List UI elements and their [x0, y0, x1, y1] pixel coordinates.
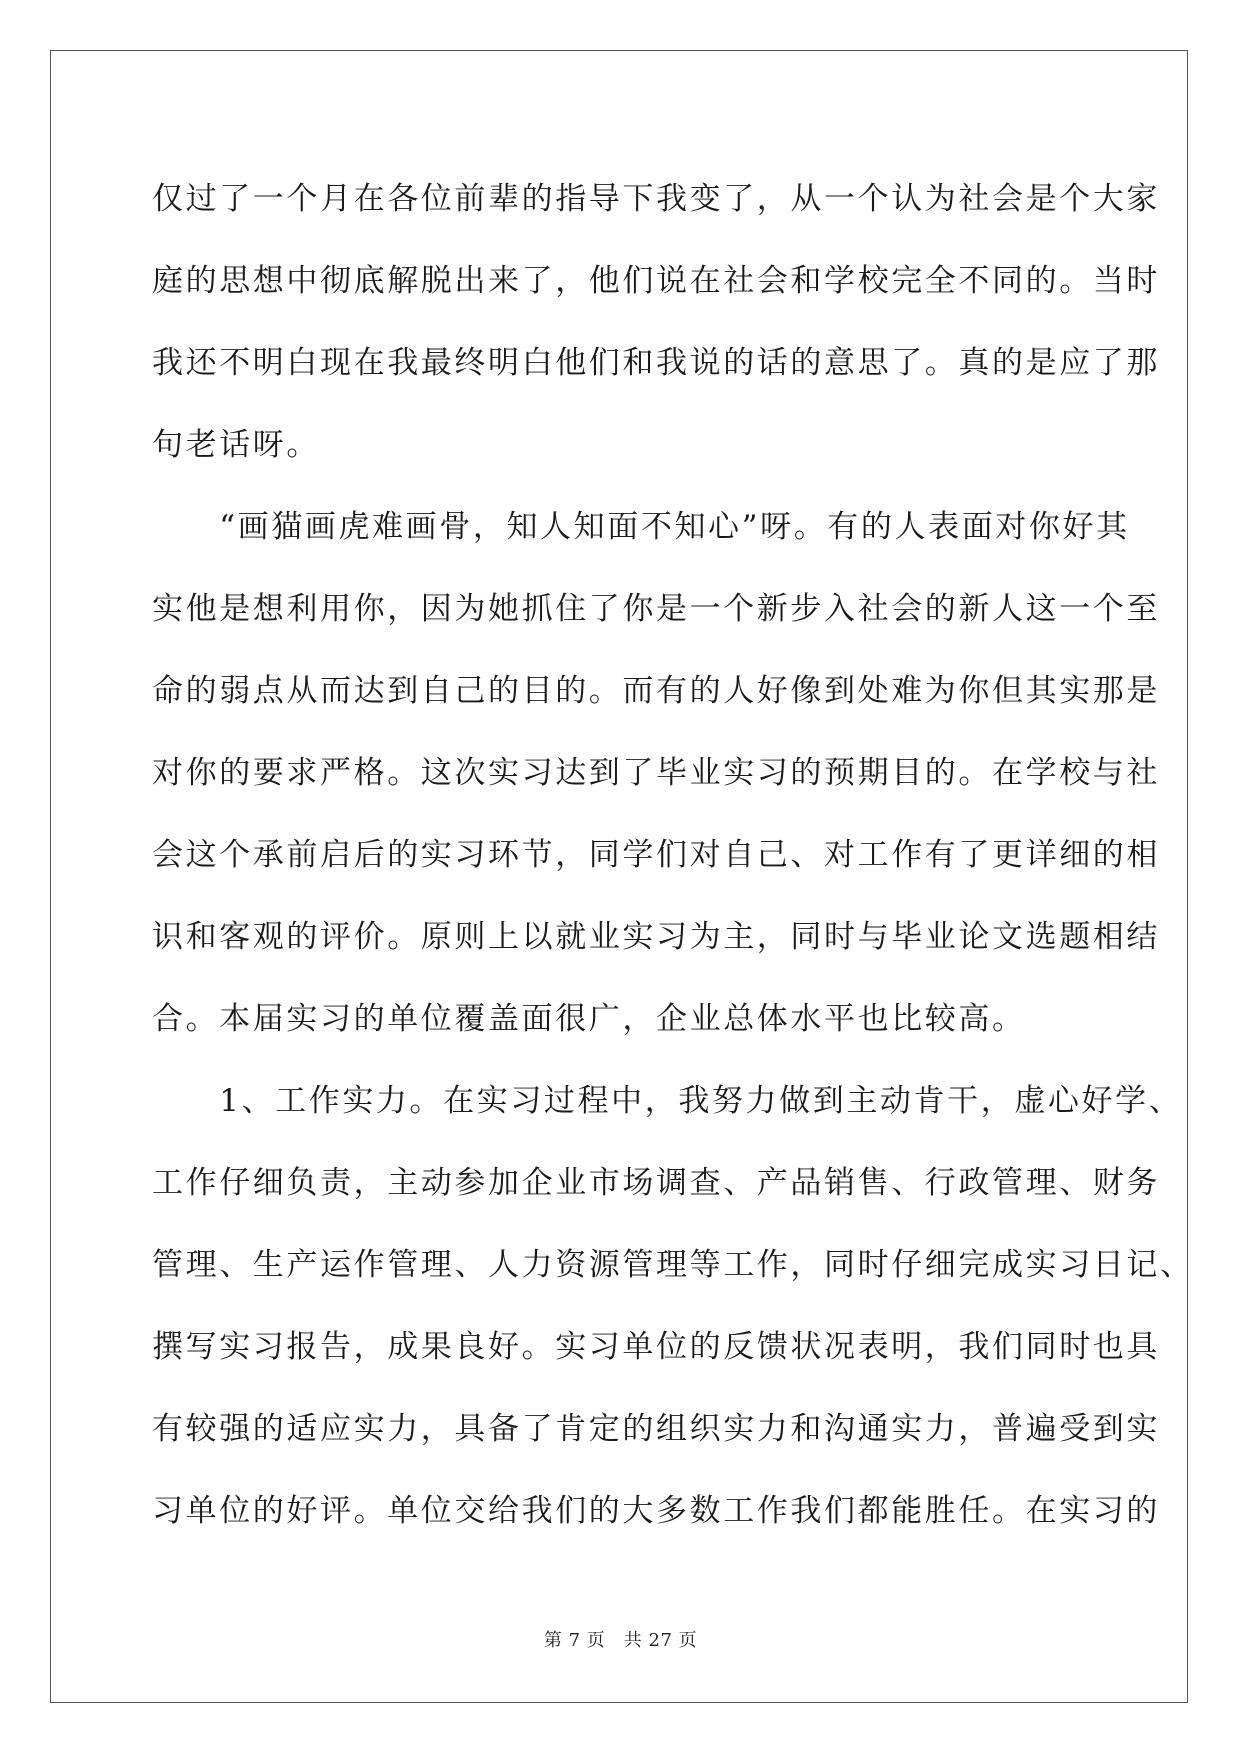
- page-number-footer: 第 7 页 共 27 页: [543, 1630, 698, 1651]
- document-body: [152, 158, 1194, 1552]
- text-line: 命的弱点从而达到自己的目的。而有的人好像到处难为你但其实那是: [152, 673, 1160, 709]
- text-line: 庭的思想中彻底解脱出来了，他们说在社会和学校完全不同的。当时: [152, 263, 1160, 299]
- text-line: 合。本届实习的单位覆盖面很广，企业总体水平也比较高。: [152, 1001, 1026, 1037]
- text-line: 撰写实习报告，成果良好。实习单位的反馈状况表明，我们同时也具: [152, 1329, 1160, 1365]
- text-line: 识和客观的评价。原则上以就业实习为主，同时与毕业论文选题相结: [152, 919, 1160, 955]
- text-line: 实他是想利用你，因为她抓住了你是一个新步入社会的新人这一个至: [152, 591, 1160, 627]
- text-line: 句老话呀。: [152, 427, 320, 463]
- text-line: 习单位的好评。单位交给我们的大多数工作我们都能胜任。在实习的: [152, 1493, 1160, 1529]
- text-line: 工作仔细负责，主动参加企业市场调查、产品销售、行政管理、财务: [152, 1165, 1160, 1201]
- text-line: 会这个承前启后的实习环节，同学们对自己、对工作有了更详细的相: [152, 837, 1160, 873]
- text-line: 1、工作实力。在实习过程中，我努力做到主动肯干，虚心好学、: [152, 1083, 1183, 1119]
- text-line: 仅过了一个月在各位前辈的指导下我变了，从一个认为社会是个大家: [152, 181, 1160, 217]
- text-line: 对你的要求严格。这次实习达到了毕业实习的预期目的。在学校与社: [152, 755, 1160, 791]
- text-line: 有较强的适应实力，具备了肯定的组织实力和沟通实力，普遍受到实: [152, 1411, 1160, 1447]
- text-line: “画猫画虎难画骨，知人知面不知心”呀。有的人表面对你好其: [152, 509, 1130, 545]
- text-line: 我还不明白现在我最终明白他们和我说的话的意思了。真的是应了那: [152, 345, 1160, 381]
- text-line: 管理、生产运作管理、人力资源管理等工作，同时仔细完成实习日记、: [152, 1247, 1194, 1283]
